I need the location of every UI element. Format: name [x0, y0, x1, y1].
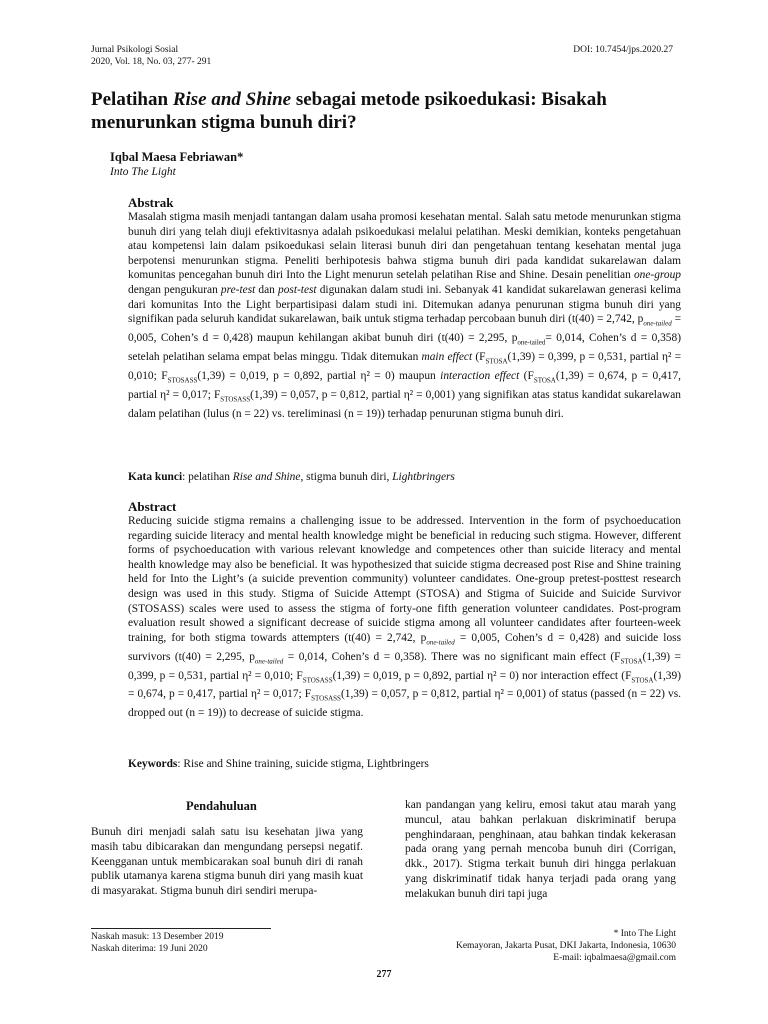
title-part: Pelatihan — [91, 89, 173, 110]
journal-name: Jurnal Psikologi Sosial — [91, 45, 179, 55]
keywords: Keywords: Rise and Shine training, suicide stigma, Lightbringers — [128, 758, 429, 770]
corr-address: Kemayoran, Jakarta Pusat, DKI Jakarta, Indonesia, 10630 — [455, 941, 676, 951]
abstract-heading: Abstract — [128, 499, 177, 514]
running-header-left — [91, 44, 211, 68]
received-date: Naskah masuk: 13 Desember 2019 — [91, 932, 224, 942]
intro-left-column: Bunuh diri menjadi salah satu isu kesehatan jiwa yang masih tabu dibicarakan dan mengundang persepsi negatif. Keengganan untuk membicarakan soal bunuh diri di ranah publik utamanya karena stigma bunuh diri yang masih kuat di masyarakat. Stigma bunuh diri sendiri merupa- — [91, 826, 363, 898]
abstract-body: Reducing suicide stigma remains a challenging issue to be addressed. Intervention in the form of psychoeducation regarding suicide literacy and mental health knowledge might be beneficial in reducing such stigma. However, different forms of psychoeducation with various relevant knowledge and competences other than suicide literacy and mental health knowledge may also be beneficial. It was hypothesized that suicide stigma decreased post Rise and Shine training held for Into the Light’s (a suicide prevention community) volunteer candidates. One-group pretest-posttest research design was used in this study. Stigma of Suicide Attempt (STOSA) and Stigma of Suicide and Suicide Survivor (STOSASS) scales were used to assess the stigma of forty-one fifth generation volunteer candidates. Post-program evaluation result showed a significant decrease of suicide stigma among all volunteer candidates after fourteen-week training, for both stigma towards attempters (t(40) = 2,742, $p_{one-tailed} = 0,005$, Cohen’s d = 0,428) and suicide loss survivors (t(40) = 2,295, $p_{one-tailed} = 0,014$, Cohen’s d = 0,358). There was no significant main effect ($F_{STOSA}(1,39) = 0,399$, p = 0,531, partial η² = 0,010; $F_{STOSASS}(1,39) = 0,019$, p = 0,892, partial η² = 0) nor interaction effect ($F_{STOSA}(1,39) = 0,674$, p = 0,417, partial η² = 0,017; $F_{STOSASS}(1,39) = 0,057$, p = 0,812, partial η² = 0,001) of status (passed (n = 22) vs. dropped out (n = 19)) to decrease of suicide stigma. — [128, 515, 681, 720]
corr-email: E-mail: iqbalmaesa@gmail.com — [553, 953, 676, 963]
kata-kunci: Kata kunci: pelatihan Rise and Shine, stigma bunuh diri, Lightbringers — [128, 471, 455, 483]
footnote-divider — [91, 928, 271, 929]
accepted-date: Naskah diterima: 19 Juni 2020 — [91, 944, 208, 954]
abstrak-heading: Abstrak — [128, 195, 174, 210]
abstrak-body: Masalah stigma masih menjadi tantangan dalam usaha promosi kesehatan mental. Salah satu metode menurunkan stigma bunuh diri yang telah diuji efektivitasnya adalah psikoedukasi melalui pelatihan. Meski demikian, konteks pengetahuan atau kompetensi lain dalam psikoedukasi selain literasi bunuh diri dan pengetahuan tentang kesehatan mental juga berpotensi menurunkan stigma. Peneliti berhipotesis bahwa stigma bunuh diri pada kandidat sukarelawan dalam komunitas pencegahan bunuh diri Into the Light menurun setelah pelatihan Rise and Shine. Desain penelitian one-group dengan pengukuran pre-test dan post-test digunakan dalam studi ini. Sebanyak 41 kandidat sukarelawan generasi kelima dari komunitas Into the Light berpartisipasi dalam studi ini. Ditemukan adanya penurunan stigma bunuh diri yang signifikan pada seluruh kandidat sukarelawan, baik untuk stigma terhadap percobaan bunuh diri (t(40) = 2,742, $p_{one-tailed} = 0,005$, Cohen’s d = 0,428) maupun kehilangan akibat bunuh diri (t(40) = 2,295, $p_{one-tailed}= 0,014$, Cohen’s d = 0,358) setelah pelatihan selama empat belas minggu. Tidak ditemukan main effect ($F_{STOSA}(1,39) = 0,399$, p = 0,531, partial η² = 0,010; $F_{STOSASS}(1,39) = 0,019$, p = 0,892, partial η² = 0) maupun interaction effect ($F_{STOSA}(1,39) = 0,674$, p = 0,417, partial η² = 0,017; $F_{STOSASS}(1,39) = 0,057$, p = 0,812, partial η² = 0,001) yang signifikan atas status kandidat sukarelawan dalam pelatihan (lulus (n = 22) vs. tereliminasi (n = 19)) terhadap penurunan stigma bunuh diri. — [128, 211, 681, 420]
page-number: 277 — [376, 969, 392, 980]
author-affiliation: Into The Light — [110, 166, 176, 178]
manuscript-dates — [91, 931, 223, 955]
doi: DOI: 10.7454/jps.2020.27 — [573, 45, 673, 55]
correspondence — [456, 928, 676, 964]
title-part: sebagai metode psikoedukasi: Bisakah menurunkan stigma bunuh diri? — [91, 89, 607, 133]
title-italic: Rise and Shine — [172, 89, 292, 110]
corr-affiliation: * Into The Light — [613, 929, 676, 939]
article-title — [91, 88, 691, 134]
journal-volume: 2020, Vol. 18, No. 03, 277- 291 — [91, 57, 212, 67]
intro-right-column: kan pandangan yang keliru, emosi takut atau marah yang muncul, atau bahkan perlakuan diskriminatif berupa penghindaraan, penghinaan, atau bahkan tindak kekerasan pada orang yang pernah mencoba bunuh diri (Corrigan, dkk., 2017). Stigma terkait bunuh diri hingga perlakuan yang diskriminatif tidak hanya terjadi pada orang yang melakukan bunuh diri tapi juga — [405, 799, 676, 900]
author-name: Iqbal Maesa Febriawan* — [110, 150, 244, 164]
section-heading-pendahuluan: Pendahuluan — [186, 799, 257, 813]
